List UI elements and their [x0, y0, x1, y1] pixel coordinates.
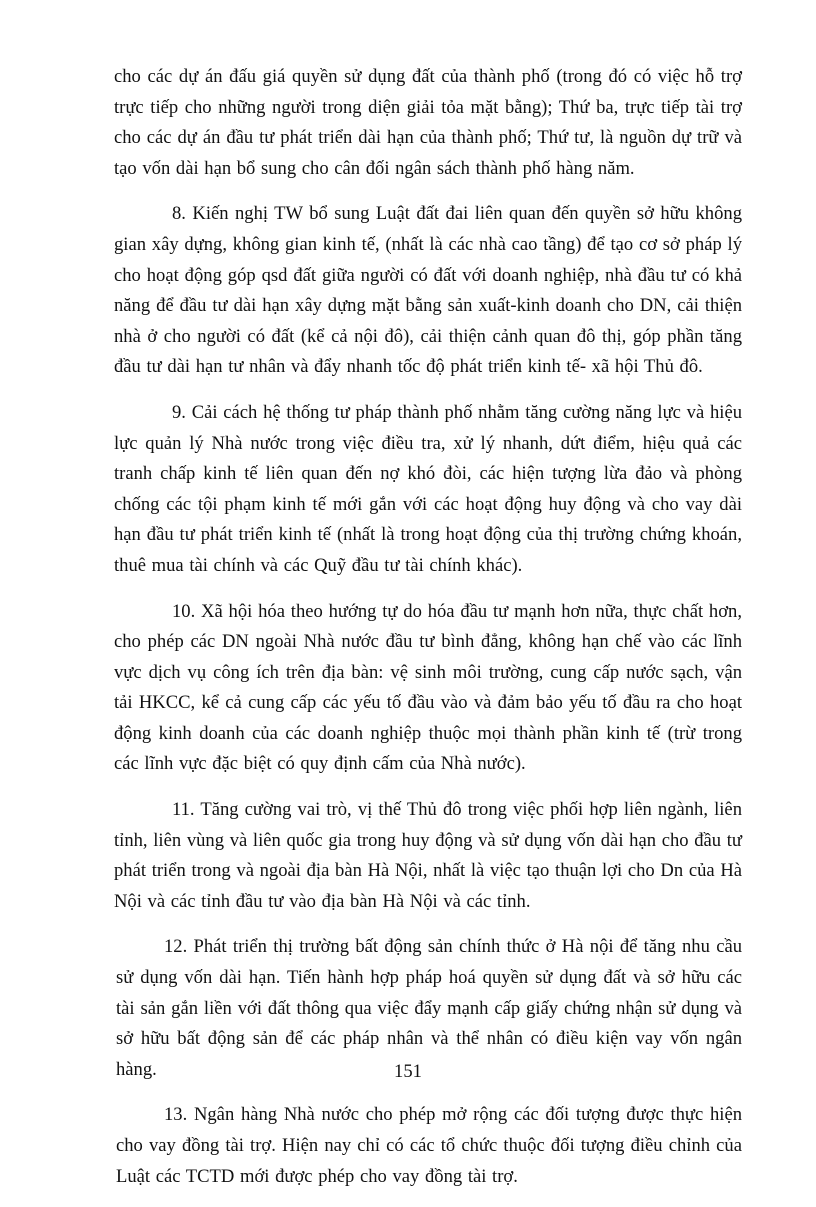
- paragraph-item-12: 12. Phát triển thị trường bất động sản chính thức ở Hà nội để tăng nhu cầu sử dụng vốn dài hạn. Tiến hành hợp pháp hoá quyền sử dụng đất và sở hữu các tài sản gắn liền với đất thông qua việc đẩy mạnh cấp giấy chứng nhận sử dụng và sở hữu bất động sản để các pháp nhân và thể nhân có điều kiện vay vốn ngân hàng.: [116, 936, 742, 1080]
- paragraph-item-8: 8. Kiến nghị TW bổ sung Luật đất đai liên quan đến quyền sở hữu không gian xây dựng, không gian kinh tế, (nhất là các nhà cao tầng) để tạo cơ sở pháp lý cho hoạt động góp qsd đất giữa người có đất với doanh nghiệp, nhà đầu tư có khả năng để đầu tư dài hạn xây dựng mặt bằng sản xuất-kinh doanh cho DN, cải thiện nhà ở cho người có đất (kể cả nội đô), cải thiện cảnh quan đô thị, góp phần tăng đầu tư dài hạn tư nhân và đẩy nhanh tốc độ phát triển kinh tế- xã hội Thủ đô.: [114, 203, 742, 378]
- paragraph-continuation: cho các dự án đấu giá quyền sử dụng đất của thành phố (trong đó có việc hỗ trợ trực tiếp cho những người trong diện giải tỏa mặt bằng); Thứ ba, trực tiếp tài trợ cho các dự án đầu tư phát triển dài hạn của thành phố; Thứ tư, là nguồn dự trữ và tạo vốn dài hạn bổ sung cho cân đối ngân sách thành phố hàng năm.: [114, 66, 742, 179]
- paragraph-item-9: 9. Cải cách hệ thống tư pháp thành phố nhằm tăng cường năng lực và hiệu lực quản lý Nhà nước trong việc điều tra, xử lý nhanh, dứt điểm, hiệu quả các tranh chấp kinh tế liên quan đến nợ khó đòi, các hiện tượng lừa đảo và phòng chống các tội phạm kinh tế mới gắn với các hoạt động huy động và cho vay dài hạn đầu tư phát triển kinh tế (nhất là trong hoạt động của thị trường chứng khoán, thuê mua tài chính và các Quỹ đầu tư tài chính khác).: [114, 401, 742, 576]
- page-number: 151: [394, 1061, 422, 1082]
- document-body: [114, 62, 742, 1207]
- paragraph-item-11: 11. Tăng cường vai trò, vị thế Thủ đô trong việc phối hợp liên ngành, liên tỉnh, liên vùng và liên quốc gia trong huy động và sử dụng vốn dài hạn cho đầu tư phát triển trong và ngoài địa bàn Hà Nội, nhất là việc tạo thuận lợi cho Dn của Hà Nội và các tỉnh đầu tư vào địa bàn Hà Nội và các tỉnh.: [114, 799, 742, 912]
- paragraph-item-13: 13. Ngân hàng Nhà nước cho phép mở rộng các đối tượng được thực hiện cho vay đồng tài trợ. Hiện nay chỉ có các tổ chức thuộc đối tượng điều chỉnh của Luật các TCTD mới được phép cho vay đồng tài trợ.: [116, 1104, 742, 1187]
- paragraph-item-10: 10. Xã hội hóa theo hướng tự do hóa đầu tư mạnh hơn nữa, thực chất hơn, cho phép các DN ngoài Nhà nước đầu tư bình đẳng, không hạn chế vào các lĩnh vực dịch vụ công ích trên địa bàn: vệ sinh môi trường, cung cấp nước sạch, vận tải HKCC, kể cả cung cấp các yếu tố đầu vào và đảm bảo yếu tố đầu ra cho hoạt động kinh doanh của các doanh nghiệp thuộc mọi thành phần kinh tế (trừ trong các lĩnh vực đặc biệt có quy định cấm của Nhà nước).: [114, 600, 742, 775]
